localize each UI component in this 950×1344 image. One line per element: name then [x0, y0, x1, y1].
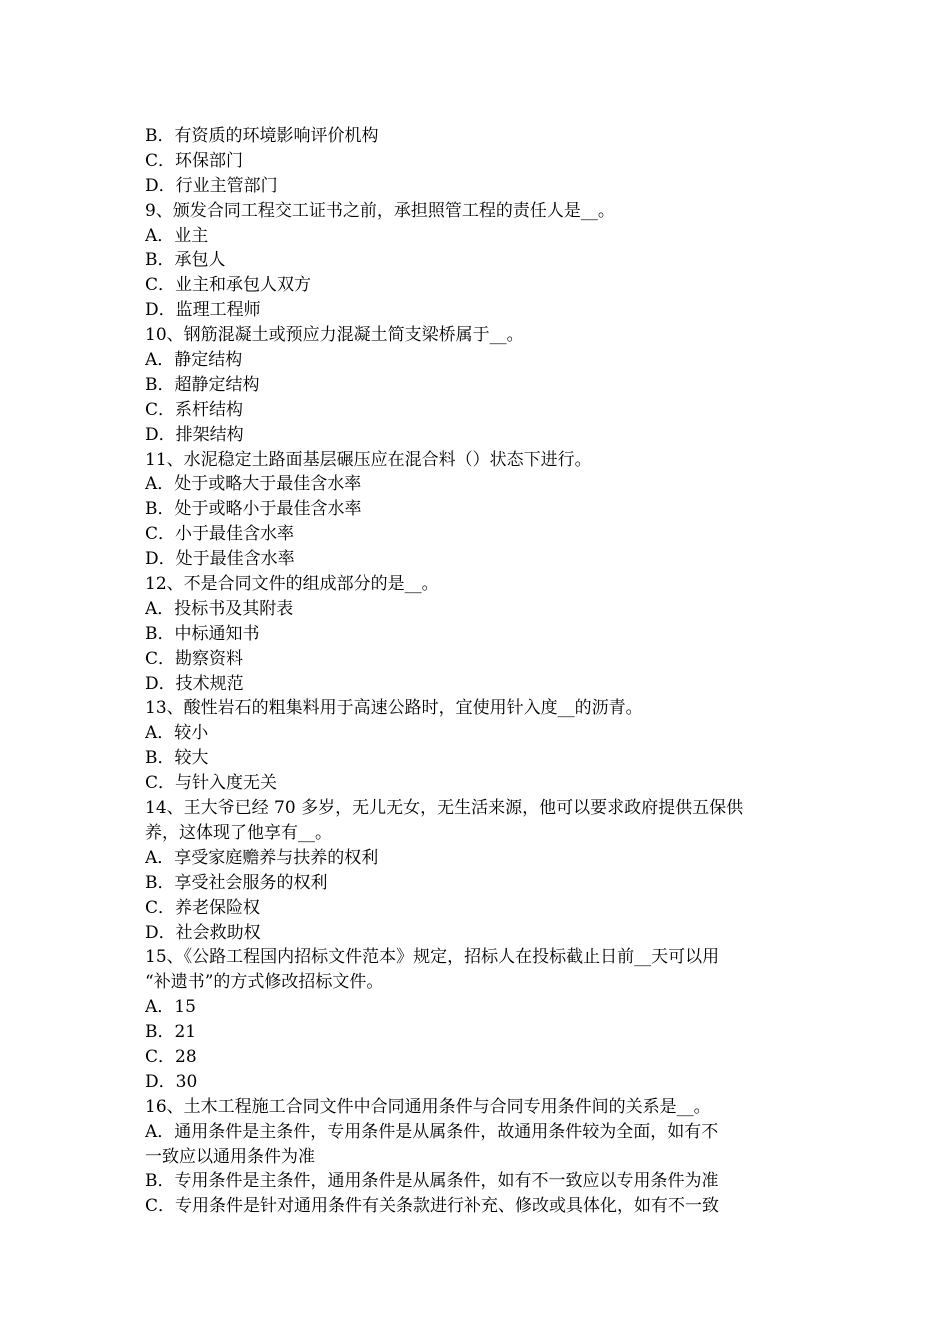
question-line: 10、钢筋混凝土或预应力混凝土简支梁桥属于__。: [145, 325, 524, 346]
option-line: B．处于或略小于最佳含水率: [145, 499, 362, 520]
option-line: D．30: [145, 1071, 198, 1092]
option-line: B．中标通知书: [145, 623, 260, 644]
option-line: B．享受社会服务的权利: [145, 872, 328, 893]
question-line: 15、《公路工程国内招标文件范本》规定，招标人在投标截止日前__天可以用: [145, 947, 720, 968]
question-line-continued: “补遗书”的方式修改招标文件。: [145, 972, 384, 993]
question-line: 12、不是合同文件的组成部分的是__。: [145, 574, 439, 595]
option-line: D．处于最佳含水率: [145, 549, 295, 570]
option-line: A．处于或略大于最佳含水率: [145, 474, 362, 495]
option-line: D．监理工程师: [145, 300, 261, 321]
option-line: A．静定结构: [145, 350, 243, 371]
option-line: A．较小: [145, 723, 209, 744]
option-line: B．承包人: [145, 250, 226, 271]
option-line: B．21: [145, 1022, 197, 1043]
option-line: A．通用条件是主条件，专用条件是从属条件，故通用条件较为全面，如有不: [145, 1121, 719, 1142]
option-line: A．15: [145, 997, 196, 1018]
option-line: A．享受家庭赡养与扶养的权利: [145, 847, 379, 868]
question-line: 16、土木工程施工合同文件中合同通用条件与合同专用条件间的关系是__。: [145, 1096, 711, 1117]
option-line: C．勘察资料: [145, 648, 244, 669]
question-line-continued: 养，这体现了他享有__。: [145, 822, 332, 843]
option-line: D．社会救助权: [145, 922, 261, 943]
option-line: D．技术规范: [145, 673, 244, 694]
option-line: C．系杆结构: [145, 399, 244, 420]
document-body: [145, 124, 810, 1219]
option-line: C．环保部门: [145, 150, 244, 171]
option-line: C．业主和承包人双方: [145, 275, 312, 296]
option-line: B．较大: [145, 748, 209, 769]
question-line: 9、颁发合同工程交工证书之前，承担照管工程的责任人是__。: [145, 200, 615, 221]
option-line: A．业主: [145, 225, 209, 246]
option-line: C．养老保险权: [145, 897, 261, 918]
option-line: D．行业主管部门: [145, 175, 278, 196]
option-line: C．小于最佳含水率: [145, 524, 295, 545]
question-line: 11、水泥稳定土路面基层碾压应在混合料（）状态下进行。: [145, 449, 592, 470]
option-line: D．排架结构: [145, 424, 244, 445]
option-line: B．有资质的环境影响评价机构: [145, 126, 379, 146]
option-line: B．超静定结构: [145, 374, 260, 395]
question-line: 14、王大爷已经 70 多岁，无儿无女，无生活来源，他可以要求政府提供五保供: [145, 798, 744, 819]
option-line: C．与针入度无关: [145, 773, 278, 794]
option-line: B．专用条件是主条件，通用条件是从属条件，如有不一致应以专用条件为准: [145, 1171, 719, 1192]
option-line-continued: 一致应以通用条件为准: [145, 1146, 315, 1167]
option-line: A．投标书及其附表: [145, 598, 294, 619]
question-line: 13、酸性岩石的粗集料用于高速公路时，宜使用针入度__的沥青。: [145, 698, 643, 719]
option-line: C．28: [145, 1046, 197, 1067]
option-line: C．专用条件是针对通用条件有关条款进行补充、修改或具体化，如有不一致: [145, 1196, 720, 1217]
